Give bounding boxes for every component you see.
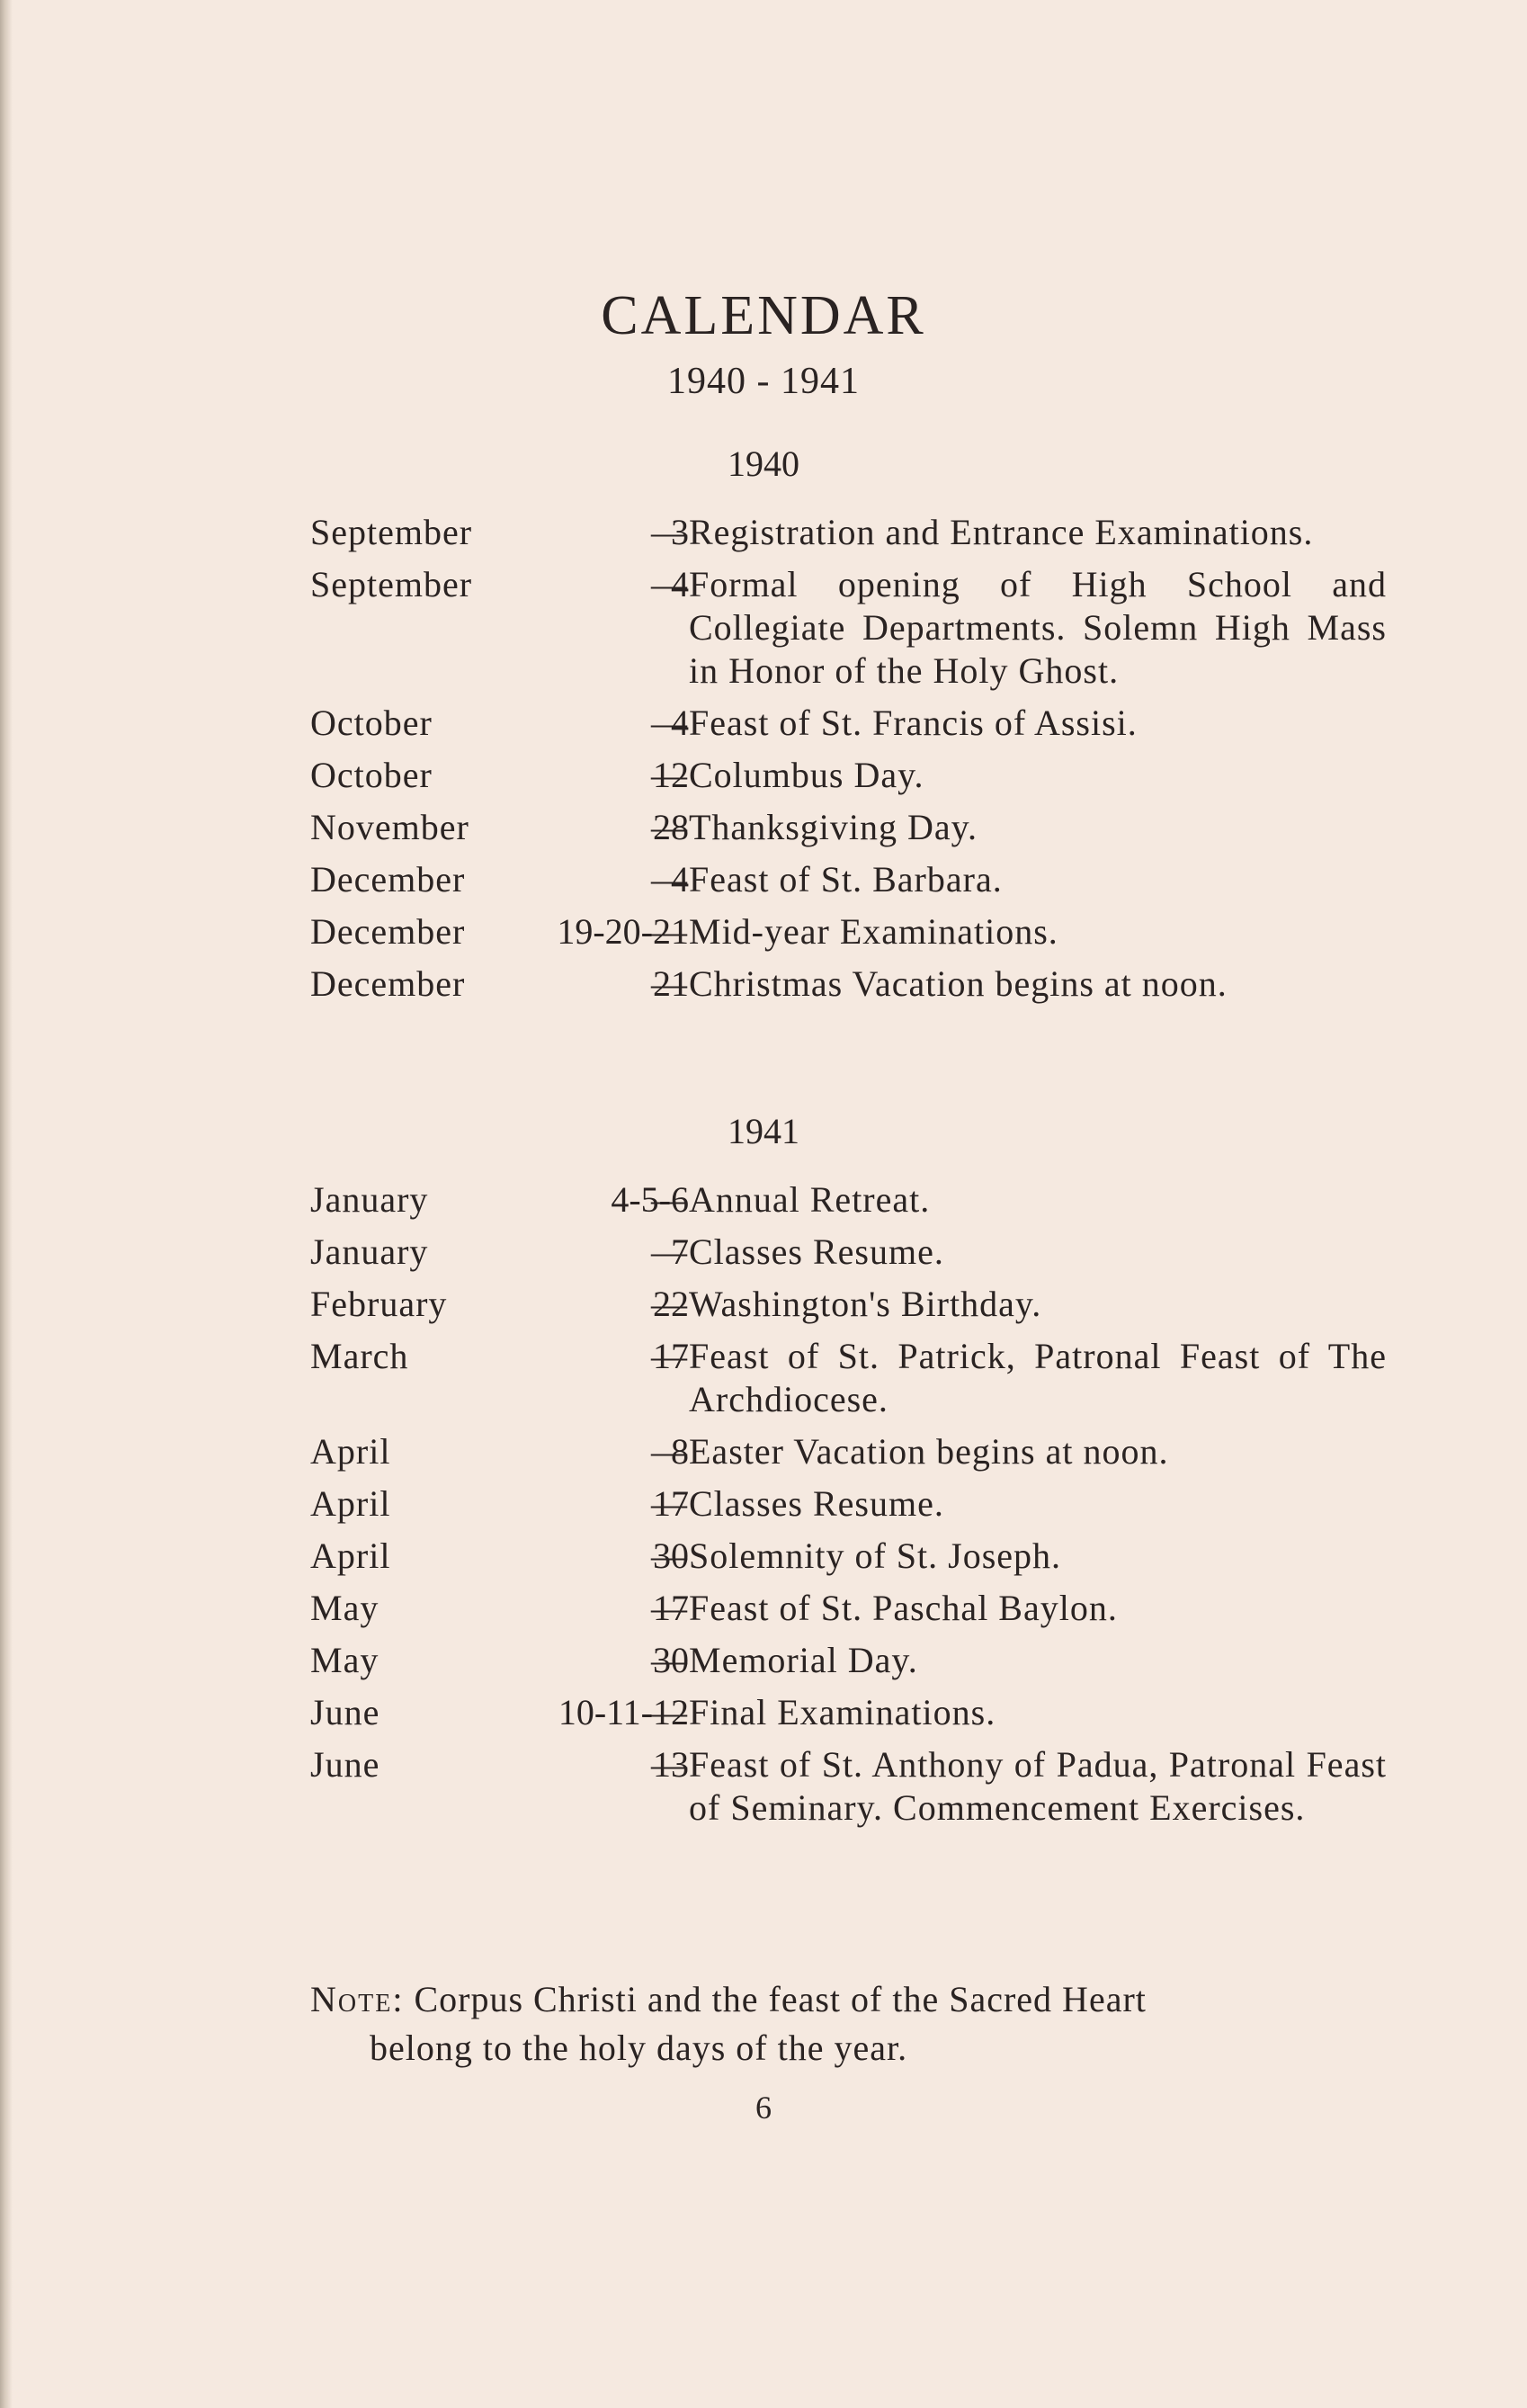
entry-description: — Classes Resume. — [689, 1231, 1387, 1274]
entry-month: January — [310, 1231, 429, 1272]
entry-month: April — [310, 1431, 391, 1472]
entry-day: 17 — [653, 1336, 689, 1376]
entries-1940 — [0, 511, 1527, 1015]
note-line-1: Corpus Christi and the feast of the Sacred Heart — [414, 1979, 1147, 2019]
calendar-entry — [0, 563, 1527, 693]
entry-description: — Thanksgiving Day. — [689, 806, 1387, 849]
entry-day: 7 — [671, 1231, 689, 1272]
entry-description: — Christmas Vacation begins at noon. — [689, 962, 1387, 1006]
note-line-2: belong to the holy days of the year. — [370, 2028, 908, 2068]
entry-day: 28 — [653, 807, 689, 847]
entry-month: April — [310, 1535, 391, 1576]
calendar-entry — [0, 1639, 1527, 1682]
page-title: CALENDAR — [601, 285, 926, 346]
note-label: Note: — [310, 1979, 405, 2019]
entry-day: 4-5-6 — [611, 1179, 689, 1220]
calendar-entry — [0, 1335, 1527, 1421]
entry-day: 21 — [653, 963, 689, 1004]
entry-day: 19-20-21 — [557, 911, 689, 952]
entry-month: May — [310, 1640, 380, 1680]
entry-month: October — [310, 755, 433, 795]
entry-day: 22 — [653, 1284, 689, 1324]
entry-description: — Registration and Entrance Examinations. — [689, 511, 1387, 554]
entry-month: June — [310, 1692, 380, 1732]
calendar-entry — [0, 1178, 1527, 1222]
entry-month: February — [310, 1284, 448, 1324]
entry-description: — Final Examinations. — [689, 1691, 1387, 1734]
entry-description: — Feast of St. Anthony of Padua, Patronal Feast of Seminary. Commencement Exercises. — [689, 1743, 1387, 1830]
entry-description: — Classes Resume. — [689, 1482, 1387, 1526]
entry-day: 4 — [671, 564, 689, 604]
year-heading-1941: 1941 — [728, 1111, 799, 1151]
entry-description: — Solemnity of St. Joseph. — [689, 1535, 1387, 1578]
entry-day: 30 — [653, 1640, 689, 1680]
entry-day: 10-11-12 — [558, 1692, 689, 1732]
entry-day: 3 — [671, 512, 689, 552]
academic-year: 1940 - 1941 — [667, 361, 860, 402]
calendar-entry — [0, 1482, 1527, 1526]
entry-month: June — [310, 1744, 380, 1785]
calendar-entry — [0, 1283, 1527, 1326]
entry-description: — Easter Vacation begins at noon. — [689, 1430, 1387, 1473]
entry-description: — Mid-year Examinations. — [689, 910, 1387, 953]
entry-month: May — [310, 1588, 380, 1628]
calendar-entry — [0, 511, 1527, 554]
entry-description: — Feast of St. Paschal Baylon. — [689, 1587, 1387, 1630]
entry-day: 13 — [653, 1744, 689, 1785]
calendar-entry — [0, 754, 1527, 797]
entry-day: 12 — [653, 755, 689, 795]
entry-description: — Formal opening of High School and Collegiate Departments. Solemn High Mass in Honor of the Holy Ghost. — [689, 563, 1387, 693]
entry-month: March — [310, 1336, 409, 1376]
calendar-entry — [0, 1430, 1527, 1473]
entry-month: October — [310, 703, 433, 743]
entry-description: — Annual Retreat. — [689, 1178, 1387, 1222]
entry-day: 8 — [671, 1431, 689, 1472]
calendar-entry — [0, 806, 1527, 849]
calendar-entry — [0, 702, 1527, 745]
entry-description: — Memorial Day. — [689, 1639, 1387, 1682]
entry-month: December — [310, 911, 466, 952]
calendar-entry — [0, 858, 1527, 901]
entry-description: — Columbus Day. — [689, 754, 1387, 797]
calendar-entry — [0, 1587, 1527, 1630]
year-heading-1940: 1940 — [728, 443, 799, 484]
entry-month: April — [310, 1483, 391, 1524]
entry-description: — Feast of St. Barbara. — [689, 858, 1387, 901]
footnote — [310, 1975, 1385, 2072]
entry-day: 30 — [653, 1535, 689, 1576]
entry-description: — Feast of St. Francis of Assisi. — [689, 702, 1387, 745]
calendar-entry — [0, 1743, 1527, 1830]
entry-month: September — [310, 512, 473, 552]
entry-month: September — [310, 564, 473, 604]
entry-month: January — [310, 1179, 429, 1220]
calendar-entry — [0, 910, 1527, 953]
entry-month: December — [310, 859, 466, 900]
entry-day: 17 — [653, 1483, 689, 1524]
calendar-entry — [0, 1231, 1527, 1274]
calendar-entry — [0, 1691, 1527, 1734]
entry-day: 4 — [671, 703, 689, 743]
page-number: 6 — [755, 2090, 772, 2126]
calendar-entry — [0, 1535, 1527, 1578]
entry-day: 17 — [653, 1588, 689, 1628]
entry-month: December — [310, 963, 466, 1004]
calendar-entry — [0, 962, 1527, 1006]
entry-description: — Feast of St. Patrick, Patronal Feast of The Archdiocese. — [689, 1335, 1387, 1421]
entries-1941 — [0, 1178, 1527, 1839]
entry-month: November — [310, 807, 469, 847]
entry-description: — Washington's Birthday. — [689, 1283, 1387, 1326]
entry-day: 4 — [671, 859, 689, 900]
